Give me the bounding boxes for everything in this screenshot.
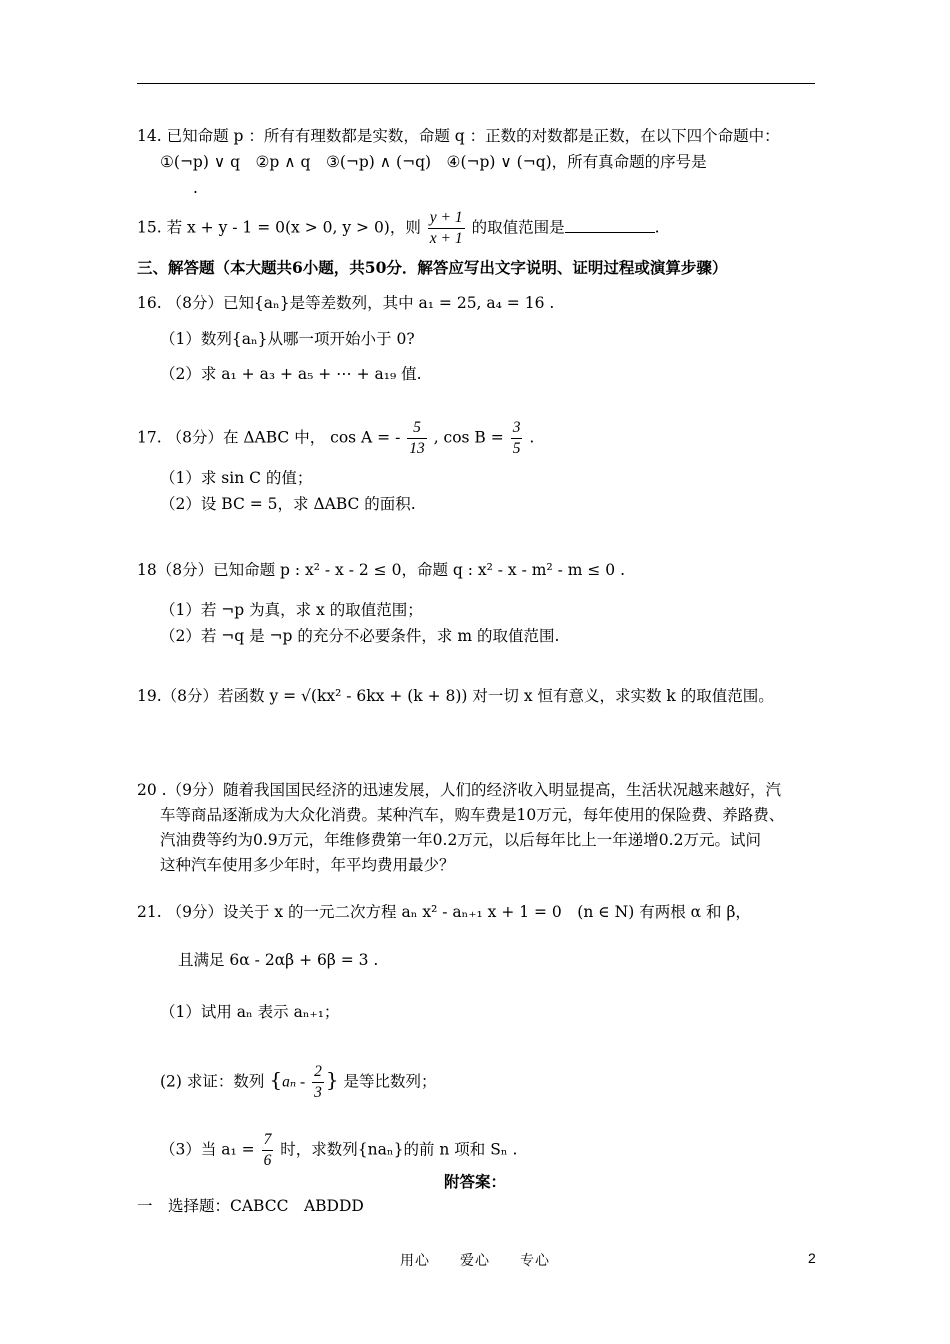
section3-heading: 三、解答题（本大题共6小题，共50分．解答应写出文字说明、证明过程或演算步骤） — [137, 258, 728, 277]
answers-line: 一 选择题：CABCC ABDDD — [137, 1197, 364, 1215]
q21-condition: 且满足 6α - 2αβ + 6β = 3 . — [178, 951, 379, 969]
q21-part2 — [160, 1062, 437, 1103]
q15-frac-den: x + 1 — [429, 230, 463, 247]
q17-frac-cosA — [407, 418, 427, 459]
q17-mid: , cos B = — [433, 428, 504, 447]
answers-title: 附答案： — [443, 1172, 506, 1191]
q20-line3: 汽油费等约为0.9万元，年维修费第一年0.2万元，以后每年比上一年递增0.2万元。试问 — [160, 831, 761, 849]
q17-f1-den: 13 — [409, 440, 425, 457]
q19-stem: 19.（8分）若函数 y = √(kx² - 6kx + (k + 8)) 对一切 x 恒有意义，求实数 k 的取值范围。 — [137, 687, 774, 705]
q17-part1: （1）求 sin C 的值； — [160, 469, 313, 487]
q18-part2: （2）若 ¬q 是 ¬p 的充分不必要条件，求 m 的取值范围. — [160, 627, 560, 645]
q21-p2-den: 3 — [314, 1084, 322, 1101]
q21-p3-den: 6 — [263, 1152, 272, 1169]
q15-answer-blank — [565, 218, 655, 233]
q17-f2-num: 3 — [511, 418, 523, 439]
q21-p2-prefix: (2) 求证：数列 — [160, 1072, 265, 1091]
q21-p3-prefix: （3）当 a₁ = — [160, 1140, 255, 1159]
q17-end: . — [529, 428, 535, 447]
right-brace-icon: } — [325, 1067, 339, 1092]
q14-line2: ①(¬p) ∨ q ②p ∧ q ③(¬p) ∧ (¬q) ④(¬p) ∨ (¬q)，所有真命题的序号是 — [160, 153, 707, 171]
q16-part1: （1）数列{aₙ}从哪一项开始小于 0? — [160, 330, 415, 348]
q21-p2-num: 2 — [312, 1062, 324, 1083]
q15-fraction — [428, 208, 465, 249]
page-footer: 用心 爱心 专心 — [400, 1253, 550, 1269]
q14-line3: . — [193, 179, 198, 197]
q21-p2-suffix: 是等比数列； — [343, 1072, 437, 1091]
q17-stem — [137, 418, 534, 459]
header-rule — [137, 83, 815, 84]
q16-stem: 16. （8分）已知{aₙ}是等差数列，其中 a₁ = 25, a₄ = 16 . — [137, 294, 555, 312]
q15-suffix: 的取值范围是 — [471, 218, 565, 237]
page-number: 2 — [808, 1250, 816, 1266]
q21-part3 — [160, 1130, 517, 1171]
q20-line2: 车等商品逐渐成为大众化消费。某种汽车，购车费是10万元，每年使用的保险费、养路费、 — [160, 806, 785, 824]
q14-line1: 14. 已知命题 p ：所有有理数都是实数，命题 q ：正数的对数都是正数，在以下四个命题中： — [137, 127, 780, 145]
q17-f2-den: 5 — [512, 440, 521, 457]
q15-prefix: 15. 若 x + y - 1 = 0(x > 0, y > 0)，则 — [137, 218, 421, 237]
q15-end: . — [654, 218, 660, 237]
q21-p2-fraction — [312, 1062, 324, 1103]
q15-frac-num: y + 1 — [428, 208, 465, 229]
q18-stem: 18（8分）已知命题 p : x² - x - 2 ≤ 0，命题 q : x² - x - m² - m ≤ 0 . — [137, 561, 626, 579]
q18-part1: （1）若 ¬p 为真，求 x 的取值范围； — [160, 601, 423, 619]
q17-prefix: 17. （8分）在 ΔABC 中， cos A = - — [137, 428, 401, 447]
q15 — [137, 208, 660, 249]
q20-line1: 20 .（9分）随着我国国民经济的迅速发展，人们的经济收入明显提高，生活状况越来越好，汽 — [137, 781, 781, 799]
q21-p3-fraction — [262, 1130, 274, 1171]
left-brace-icon: { — [269, 1067, 283, 1092]
q21-p2-inner: aₙ - — [282, 1073, 306, 1091]
q17-frac-cosB — [511, 418, 523, 459]
q21-p3-suffix: 时，求数列{naₙ}的前 n 项和 Sₙ . — [280, 1140, 518, 1159]
q21-stem: 21. （9分）设关于 x 的一元二次方程 aₙ x² - aₙ₊₁ x + 1 = 0 (n ∈ N) 有两根 α 和 β， — [137, 903, 751, 921]
q16-part2: （2）求 a₁ + a₃ + a₅ + ⋯ + a₁₉ 值. — [160, 365, 422, 383]
q21-part1: （1）试用 aₙ 表示 aₙ₊₁； — [160, 1003, 340, 1021]
q20-line4: 这种汽车使用多少年时，年平均费用最少？ — [160, 856, 455, 874]
q21-p3-num: 7 — [262, 1130, 274, 1151]
q17-part2: （2）设 BC = 5，求 ΔABC 的面积. — [160, 495, 416, 513]
q17-f1-num: 5 — [407, 418, 427, 439]
